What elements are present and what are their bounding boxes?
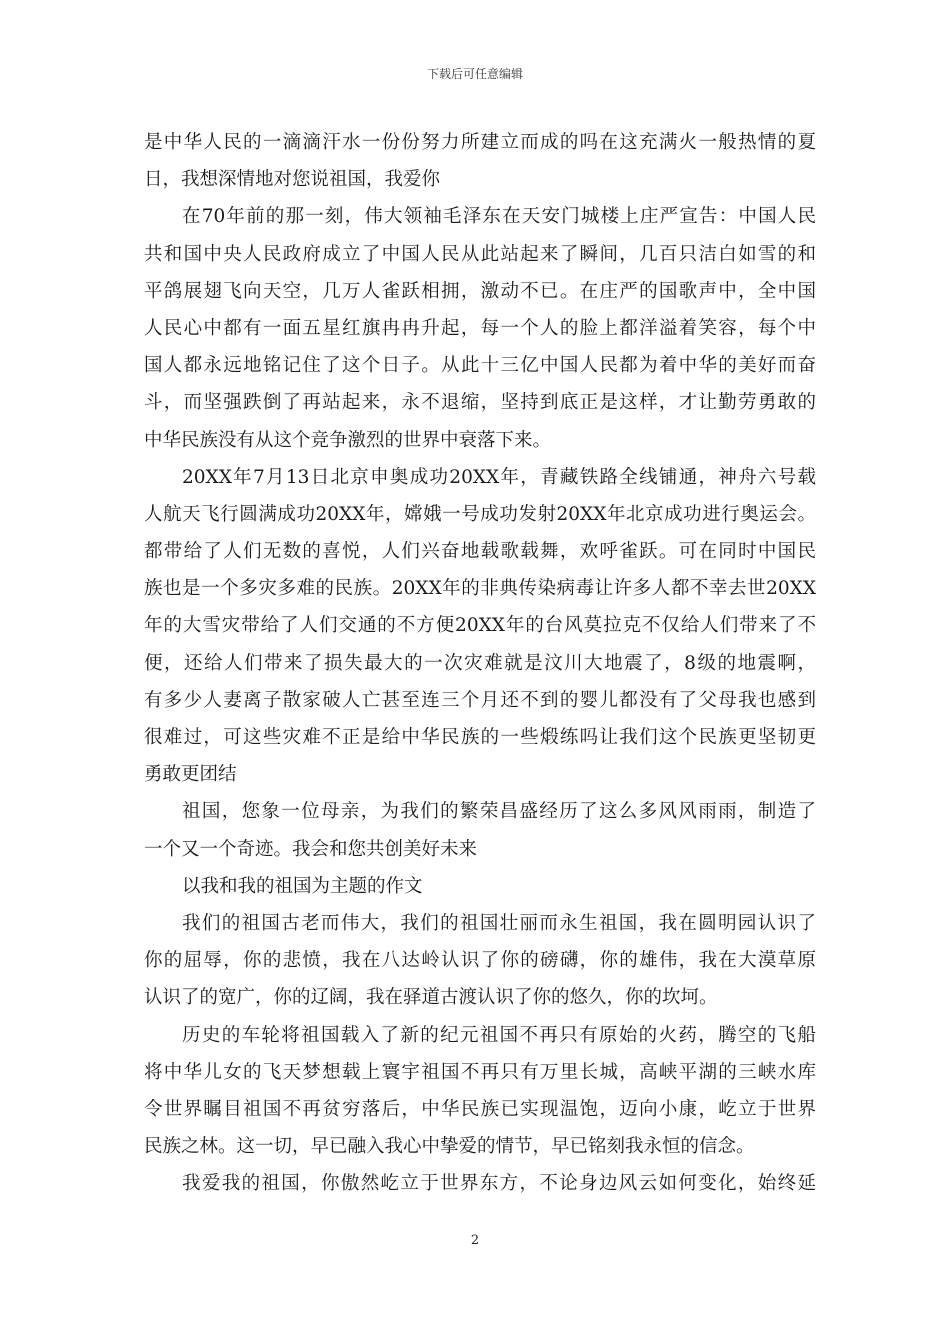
- text-line: 人航天飞行圆满成功20XX年，嫦娥一号成功发射20XX年北京成功进行奥运会。: [144, 503, 816, 525]
- text-line: 便，还给人们带来了损失最大的一次灾难就是汶川大地震了，8级的地震啊，: [144, 652, 816, 674]
- text-line: 共和国中央人民政府成立了中国人民从此站起来了瞬间，几百只洁白如雪的和: [144, 243, 816, 265]
- text-line: 令世界瞩目祖国不再贫穷落后，中华民族已实现温饱，迈向小康，屹立于世界: [144, 1098, 816, 1120]
- text-line: 很难过，可这些灾难不正是给中华民族的一些煅练吗让我们这个民族更坚韧更: [144, 727, 816, 748]
- text-line: 祖国，您象一位母亲，为我们的繁荣昌盛经历了这么多风风雨雨，制造了: [182, 801, 816, 823]
- document-body: [144, 124, 816, 1202]
- text-line: 一个又一个奇迹。我会和您共创美好未来: [144, 838, 478, 860]
- text-line: 民族之林。这一切，早已融入我心中挚爱的情节，早已铭刻我永恒的信念。: [144, 1136, 755, 1158]
- text-line: 认识了的宽广，你的辽阔，我在驿道古渡认识了你的悠久，你的坎坷。: [144, 987, 718, 1009]
- text-line: 勇敢更团结: [144, 764, 237, 786]
- text-line: 斗，而坚强跌倒了再站起来，永不退缩，坚持到底正是这样，才让勤劳勇敢的: [144, 392, 816, 414]
- text-line: 历史的车轮将祖国载入了新的纪元祖国不再只有原始的火药，腾空的飞船: [182, 1024, 816, 1046]
- text-line: 将中华儿女的飞天梦想载上寰宇祖国不再只有万里长城，高峡平湖的三峡水库: [144, 1061, 816, 1083]
- text-line: 族也是一个多灾多难的民族。20XX年的非典传染病毒让许多人都不幸去世20XX: [144, 578, 816, 600]
- text-line: 年的大雪灾带给了人们交通的不方便20XX年的台风莫拉克不仅给人们带来了不: [144, 615, 816, 637]
- text-line: 以我和我的祖国为主题的作文: [182, 875, 423, 897]
- text-line: 我们的祖国古老而伟大，我们的祖国壮丽而永生祖国，我在圆明园认识了: [182, 912, 816, 934]
- page-number: 2: [470, 1233, 480, 1248]
- text-line: 日，我想深情地对您说祖国，我爱你: [144, 169, 441, 191]
- page-header: 下载后可任意编辑: [426, 67, 523, 81]
- text-line: 在70年前的那一刻，伟大领袖毛泽东在天安门城楼上庄严宣告：中国人民: [182, 206, 816, 228]
- text-line: 都带给了人们无数的喜悦，人们兴奋地载歌载舞，欢呼雀跃。可在同时中国民: [144, 541, 816, 563]
- text-line: 是中华人民的一滴滴汗水一份份努力所建立而成的吗在这充满火一般热情的夏: [144, 132, 816, 153]
- text-line: 中华民族没有从这个竞争激烈的世界中衰落下来。: [144, 429, 552, 451]
- text-line: 你的屈辱，你的悲愤，我在八达岭认识了你的磅礴，你的雄伟，我在大漠草原: [144, 950, 816, 972]
- text-line: 国人都永远地铭记住了这个日子。从此十三亿中国人民都为着中华的美好而奋: [144, 355, 816, 377]
- text-line: 平鸽展翅飞向天空，几万人雀跃相拥，激动不已。在庄严的国歌声中，全中国: [144, 280, 816, 302]
- text-line: 我爱我的祖国，你傲然屹立于世界东方，不论身边风云如何变化，始终延: [182, 1173, 816, 1195]
- text-line: 人民心中都有一面五星红旗冉冉升起，每一个人的脸上都洋溢着笑容，每个中: [144, 317, 816, 339]
- text-line: 20XX年7月13日北京申奥成功20XX年，青藏铁路全线铺通，神舟六号载: [182, 466, 816, 488]
- text-line: 有多少人妻离子散家破人亡甚至连三个月还不到的婴儿都没有了父母我也感到: [144, 689, 816, 711]
